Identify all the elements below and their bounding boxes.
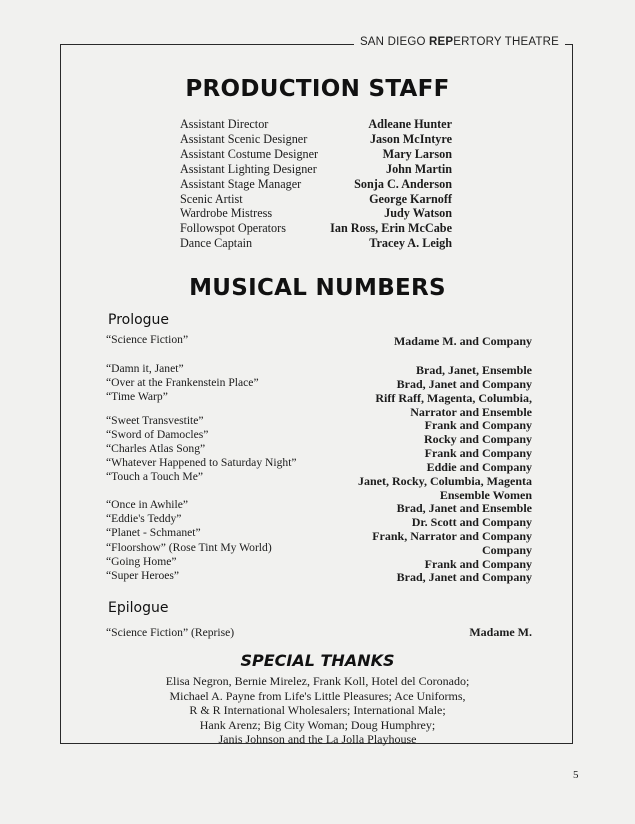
song-title: “Planet - Schmanet”	[106, 526, 201, 539]
theatre-name-part: SAN DIEGO	[359, 36, 426, 48]
staff-role: Assistant Scenic Designer	[180, 131, 308, 146]
theatre-name-rest: ERTORY THEATRE	[453, 36, 559, 48]
staff-name: John Martin	[385, 161, 452, 176]
performer: Dr. Scott and Company	[411, 515, 532, 529]
song-title: “Super Heroes”	[106, 569, 180, 582]
staff-row	[180, 177, 452, 192]
musical-numbers-title: MUSICAL NUMBERS	[189, 275, 446, 301]
staff-row	[180, 206, 452, 221]
performer: Brad, Janet and Ensemble	[396, 501, 532, 515]
performer: Madame M.	[469, 625, 532, 639]
staff-name: Judy Watson	[384, 206, 452, 221]
song-title: “Over at the Frankenstein Place”	[106, 376, 259, 389]
staff-role: Assistant Costume Designer	[180, 146, 319, 161]
song-title: “Charles Atlas Song”	[106, 442, 206, 455]
epilogue-label: Epilogue	[108, 600, 169, 616]
staff-role: Assistant Lighting Designer	[180, 161, 317, 176]
performer: Brad, Janet, Ensemble	[415, 363, 532, 377]
performer: Company	[481, 543, 532, 557]
page-number: 5	[573, 769, 579, 781]
prologue-label: Prologue	[108, 312, 170, 328]
production-staff-title: PRODUCTION STAFF	[185, 76, 450, 102]
song-title: “Sword of Damocles”	[106, 428, 209, 441]
song-title: “Science Fiction” (Reprise)	[106, 626, 235, 639]
staff-row	[180, 117, 452, 132]
thanks-line: Janis Johnson and the La Jolla Playhouse	[218, 732, 417, 747]
song-title: “Once in Awhile”	[106, 498, 188, 511]
staff-role: Scenic Artist	[180, 191, 243, 206]
theatre-header	[354, 36, 565, 48]
performer: Ensemble Women	[439, 488, 532, 502]
thanks-line: Michael A. Payne from Life's Little Pleasures; Ace Uniforms,	[169, 688, 466, 703]
song-title: “Floorshow” (Rose Tint My World)	[106, 541, 272, 554]
performer: Frank and Company	[424, 446, 532, 460]
performer: Riff Raff, Magenta, Columbia,	[375, 391, 532, 405]
song-title: “Damn it, Janet”	[106, 362, 184, 375]
staff-name: Tracey A. Leigh	[369, 236, 452, 251]
staff-row	[180, 221, 452, 236]
performer: Rocky and Company	[423, 432, 532, 446]
staff-name: Mary Larson	[382, 146, 452, 161]
performer: Narrator and Ensemble	[410, 405, 532, 419]
staff-name: Sonja C. Anderson	[354, 176, 452, 191]
staff-name: Ian Ross, Erin McCabe	[330, 221, 452, 236]
staff-row	[180, 147, 452, 162]
song-title: “Eddie's Teddy”	[106, 512, 182, 525]
performer: Eddie and Company	[426, 460, 532, 474]
staff-role: Assistant Stage Manager	[180, 176, 302, 191]
staff-role: Wardrobe Mistress	[180, 206, 273, 221]
staff-role: Followspot Operators	[180, 221, 286, 236]
staff-name: Jason McIntyre	[369, 131, 452, 146]
staff-role: Assistant Director	[180, 117, 269, 131]
song-title: “Time Warp”	[106, 390, 168, 403]
song-title: “Touch a Touch Me”	[106, 470, 203, 483]
thanks-line: Hank Arenz; Big City Woman; Doug Humphrey;	[199, 717, 436, 732]
staff-row	[180, 132, 452, 147]
performer: Janet, Rocky, Columbia, Magenta	[358, 474, 532, 488]
staff-row	[180, 192, 452, 207]
song-title: “Whatever Happened to Saturday Night”	[106, 456, 297, 469]
song-title: “Going Home”	[106, 555, 177, 568]
performer: Madame M. and Company	[393, 334, 532, 348]
staff-row	[180, 236, 452, 251]
performer: Brad, Janet and Company	[396, 570, 532, 584]
performer: Frank and Company	[424, 418, 532, 432]
performer: Brad, Janet and Company	[396, 377, 532, 391]
performer: Frank, Narrator and Company	[372, 529, 532, 543]
thanks-line: R & R International Wholesalers; International Male;	[189, 703, 446, 718]
special-thanks-title: SPECIAL THANKS	[240, 651, 395, 670]
theatre-rep-bold: REP	[429, 36, 454, 48]
song-title: “Science Fiction”	[106, 333, 189, 346]
staff-row	[180, 162, 452, 177]
staff-name: Adleane Hunter	[368, 117, 452, 131]
performer: Frank and Company	[424, 557, 532, 571]
thanks-line: Elisa Negron, Bernie Mirelez, Frank Koll, Hotel del Coronado;	[165, 674, 470, 688]
song-title: “Sweet Transvestite”	[106, 414, 204, 427]
staff-role: Dance Captain	[180, 236, 253, 251]
staff-name: George Karnoff	[369, 191, 452, 206]
